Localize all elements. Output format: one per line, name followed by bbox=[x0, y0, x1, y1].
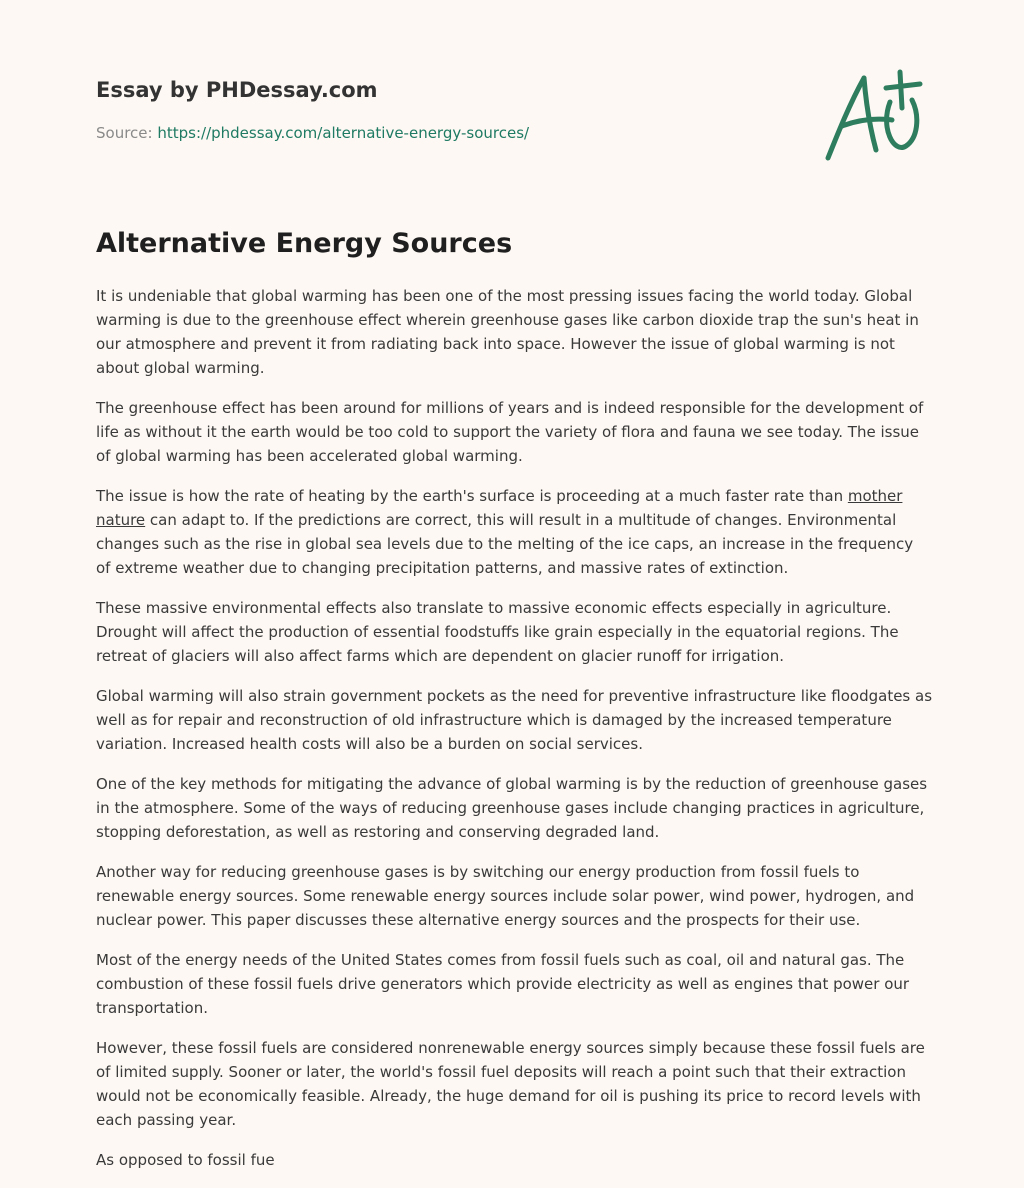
mother-nature-link[interactable]: mother nature bbox=[96, 487, 903, 529]
paragraph: Most of the energy needs of the United States comes from fossil fuels such as coal, oil and natural gas. The combustion of these fossil fuels drive generators which provide electricity as well as engines that power our transportation. bbox=[96, 951, 910, 1017]
paragraph-text: The issue is how the rate of heating by the earth's surface is proceeding at a much faster rate than bbox=[96, 487, 848, 505]
source-label: Source: bbox=[96, 124, 153, 142]
paragraph: It is undeniable that global warming has been one of the most pressing issues facing the world today. Global warming is due to the greenhouse effect wherein greenhouse gases like carbon dioxide trap the sun's heat in our atmosphere and prevent it from radiating back into space. However the issue of global warming is not about global warming. bbox=[96, 287, 919, 377]
site-brand: Essay by PHDessay.com bbox=[96, 78, 378, 102]
essay-body bbox=[96, 284, 932, 1188]
paragraph: Another way for reducing greenhouse gases is by switching our energy production from fossil fuels to renewable energy sources. Some renewable energy sources include solar power, wind power, hydrogen, and nuclear power. This paper discusses these alternative energy sources and the prospects for their use. bbox=[96, 863, 915, 929]
source-line bbox=[96, 123, 529, 143]
source-link[interactable]: https://phdessay.com/alternative-energy-sources/ bbox=[157, 124, 530, 142]
paragraph-text: can adapt to. If the predictions are correct, this will result in a multitude of changes. Environmental changes such as the rise in global sea levels due to the melting of the ice caps, an increase in the frequency of extreme weather due to changing precipitation patterns, and massive rates of extinction. bbox=[96, 511, 914, 577]
essay-title: Alternative Energy Sources bbox=[96, 228, 513, 259]
paragraph: Global warming will also strain government pockets as the need for preventive infrastructure like floodgates as well as for repair and reconstruction of old infrastructure which is damaged by the increased temperature variation. Increased health costs will also be a burden on social services. bbox=[96, 687, 933, 753]
paragraph: However, these fossil fuels are considered nonrenewable energy sources simply because these fossil fuels are of limited supply. Sooner or later, the world's fossil fuel deposits will reach a point such that their extraction would not be economically feasible. Already, the huge demand for oil is pushing its price to record levels with each passing year. bbox=[96, 1039, 925, 1129]
paragraph bbox=[96, 484, 932, 580]
paragraph: These massive environmental effects also translate to massive economic effects especially in agriculture. Drought will affect the production of essential foodstuffs like grain especially in the equatorial regions. The retreat of glaciers will also affect farms which are dependent on glacier runoff for irrigation. bbox=[96, 599, 899, 665]
paragraph: The greenhouse effect has been around for millions of years and is indeed responsible for the development of life as without it the earth would be too cold to support the variety of flora and fauna we see today. The issue of global warming has been accelerated global warming. bbox=[96, 399, 924, 465]
paragraph: One of the key methods for mitigating the advance of global warming is by the reduction of greenhouse gases in the atmosphere. Some of the ways of reducing greenhouse gases include changing practices in agriculture, stopping deforestation, as well as restoring and conserving degraded land. bbox=[96, 775, 928, 841]
a-plus-icon bbox=[820, 68, 928, 164]
paragraph: As opposed to fossil fue bbox=[96, 1151, 275, 1169]
